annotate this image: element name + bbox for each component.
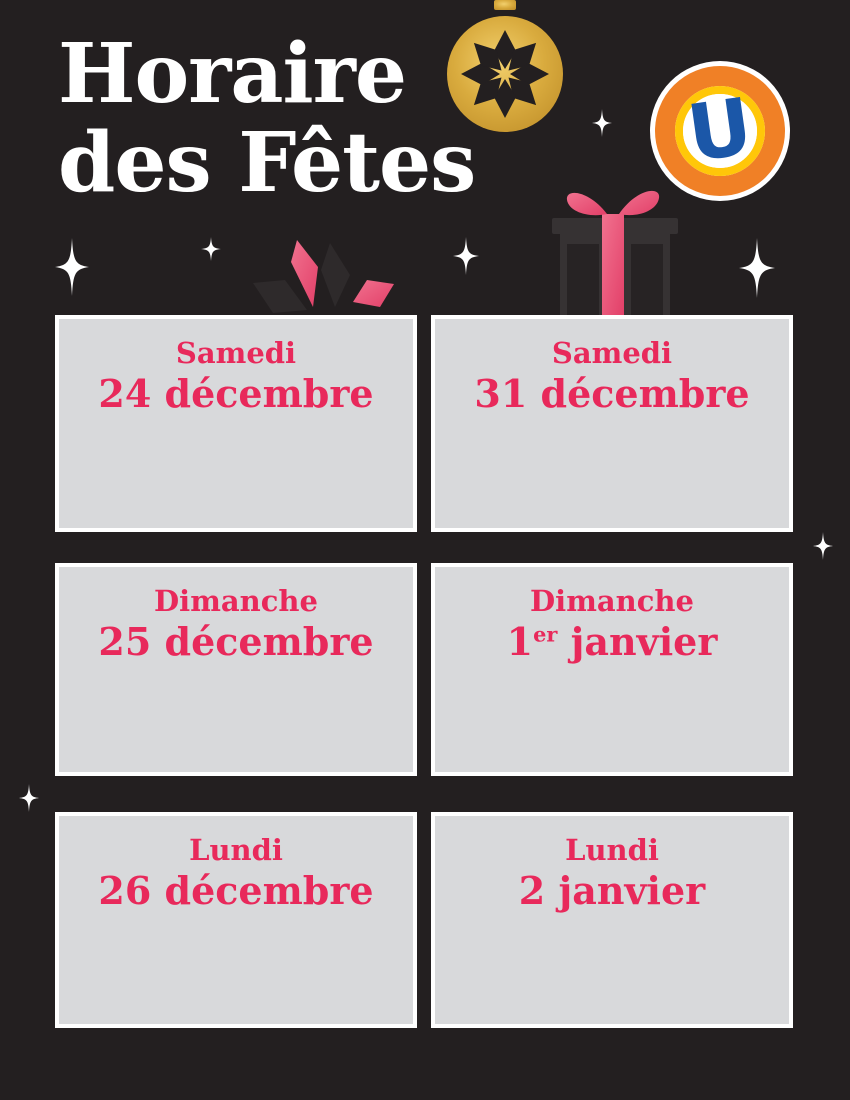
schedule-card-sat-31-dec (431, 315, 793, 532)
card-day: Lundi (565, 833, 659, 867)
card-day: Samedi (551, 336, 673, 370)
card-date (435, 372, 789, 416)
card-date-main: 2 janvier (518, 868, 706, 914)
sparkle-icon (19, 784, 39, 812)
page-title-line1: Horaire (58, 26, 407, 122)
card-date (59, 620, 413, 664)
page-title (58, 26, 476, 211)
schedule-card-sun-25-dec (55, 563, 417, 776)
sparkle-icon (55, 238, 89, 296)
card-date-main: 31 décembre (474, 371, 750, 417)
card-date-rest: janvier (557, 619, 718, 665)
card-date-main: 24 décembre (98, 371, 374, 417)
schedule-card-sat-24-dec (55, 315, 417, 532)
sparkle-icon (453, 237, 479, 275)
card-date-main: 25 décembre (98, 619, 374, 665)
card-date-main: 26 décembre (98, 868, 374, 914)
card-day: Dimanche (154, 584, 318, 618)
leaves-icon (248, 236, 423, 316)
card-day: Samedi (175, 336, 297, 370)
card-date (435, 869, 789, 913)
gift-icon (545, 178, 685, 318)
brand-letter: U (682, 82, 758, 180)
schedule-card-mon-2-jan (431, 812, 793, 1028)
card-date (59, 869, 413, 913)
schedule-card-mon-26-dec (55, 812, 417, 1028)
sparkle-icon (813, 532, 833, 560)
sparkle-icon (201, 237, 221, 261)
schedule-card-sun-1-jan (431, 563, 793, 776)
card-date (59, 372, 413, 416)
sparkle-icon (592, 109, 612, 137)
card-date-ordinal: er (533, 621, 558, 647)
card-date-main: 1 (506, 619, 534, 665)
page-title-line2: des Fêtes (58, 114, 476, 211)
card-day: Lundi (189, 833, 283, 867)
sparkle-icon (739, 238, 775, 298)
card-day: Dimanche (530, 584, 694, 618)
bauble-ornament-icon (443, 0, 567, 136)
card-date (435, 620, 789, 664)
